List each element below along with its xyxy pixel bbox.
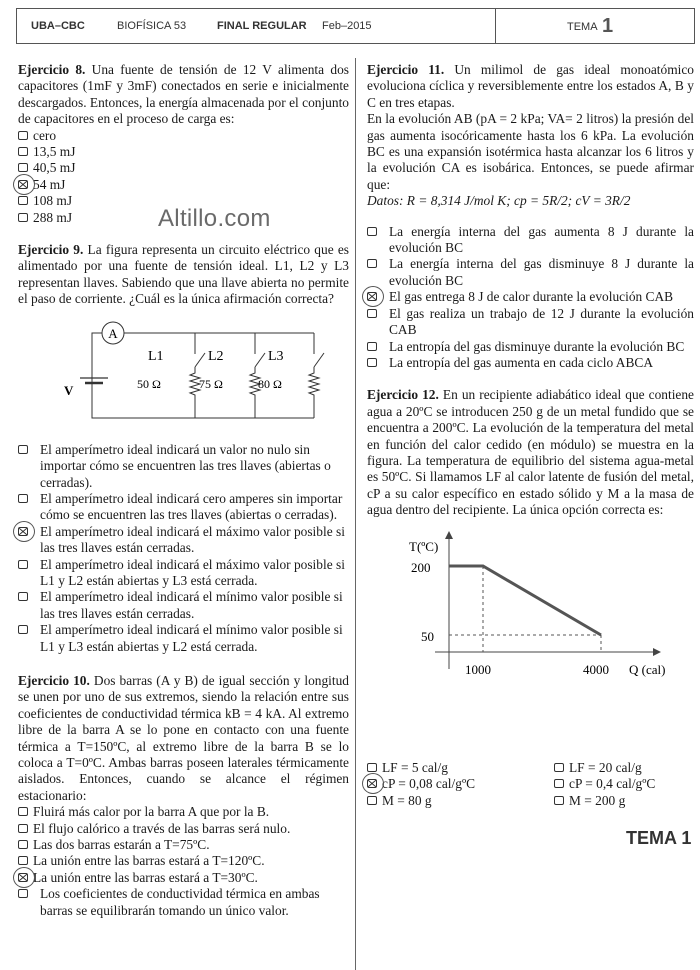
option-label: La unión entre las barras estará a T=120ºC. [33, 853, 265, 869]
circled-answer-mark [362, 286, 384, 307]
exam-date: Feb–2015 [322, 20, 372, 32]
source-label: V [64, 382, 74, 398]
ejercicio-12-title: Ejercicio 12. [367, 387, 439, 403]
checkbox-icon[interactable] [18, 147, 28, 156]
option-label: La unión entre las barras estará a T=30ºC. [33, 869, 258, 885]
checkbox-icon[interactable] [367, 227, 377, 236]
option-label: Las dos barras estarán a T=75ºC. [33, 837, 210, 853]
switch-label-l3: L3 [268, 348, 284, 364]
option-label: El amperímetro ideal indicará el máximo valor posible si L1 y L2 están abiertas y L3 está cerrada. [40, 556, 345, 588]
resistor-label-1: 50 Ω [137, 376, 161, 391]
ejercicio-11-text-2: En la evolución AB (pA = 2 kPa; VA= 2 litros) la presión del gas aumenta isocóricamente hasta los 6 kPa. La evolución BC es una expansión isotérmica hasta alcanzar los 6 litros y la evolución CA es isobárica. Entonces, se puede afirmar que: [367, 111, 694, 192]
option-label: El amperímetro ideal indicará el mínimo valor posible si las tres llaves están cerradas. [40, 589, 343, 621]
option-e9-1[interactable] [18, 442, 349, 491]
y-tick-200: 200 [411, 559, 431, 575]
option-e8-4[interactable] [18, 177, 349, 193]
tema-box [567, 15, 613, 38]
ejercicio-12-statement [367, 387, 694, 518]
option-e9-6[interactable] [18, 622, 349, 655]
option-label: M = 80 g [382, 792, 432, 808]
circled-answer-mark [13, 867, 35, 888]
x-axis-label: Q (cal) [629, 661, 666, 677]
ejercicio-9 [18, 242, 349, 655]
checkbox-icon[interactable] [367, 309, 377, 318]
option-e11-2[interactable] [367, 256, 694, 289]
option-label: Fluirá más calor por la barra A que por la B. [33, 804, 270, 820]
checkbox-icon[interactable] [18, 625, 28, 634]
checkbox-icon[interactable] [18, 889, 28, 898]
circled-answer-mark [13, 174, 35, 195]
checkbox-icon[interactable] [18, 131, 28, 140]
x-tick-1000: 1000 [465, 661, 491, 677]
ejercicio-8-statement [18, 62, 349, 128]
resistor-label-3: 80 Ω [258, 376, 282, 391]
option-label: El amperímetro ideal indicará cero amperes sin importar cómo se encuentren las tres llaves (abiertas o cerradas). [40, 490, 343, 523]
ejercicio-11-datos: Datos: R = 8,314 J/mol K; cp = 5R/2; cV = 3R/2 [367, 193, 631, 209]
ejercicio-10-statement [18, 673, 349, 804]
option-e11-5[interactable] [367, 339, 694, 355]
option-label: El flujo calórico a través de las barras será nulo. [33, 820, 291, 836]
option-label: LF = 5 cal/g [382, 760, 448, 775]
watermark: Altillo.com [158, 205, 271, 232]
ejercicio-11 [367, 62, 694, 371]
ejercicio-10-title: Ejercicio 10. [18, 672, 90, 688]
checkbox-icon[interactable] [554, 763, 564, 772]
y-tick-50: 50 [421, 628, 434, 644]
circled-answer-mark [362, 773, 384, 794]
option-label: El gas entrega 8 J de calor durante la evolución CAB [389, 289, 674, 305]
checkbox-icon[interactable] [367, 358, 377, 367]
y-axis-label: T(ºC) [409, 538, 439, 554]
option-e12-lf5[interactable] [367, 760, 537, 776]
option-e10-2[interactable] [18, 821, 349, 837]
checkbox-icon[interactable] [18, 163, 28, 172]
switch-label-l1: L1 [148, 348, 164, 364]
checkbox-icon[interactable] [18, 560, 28, 569]
ejercicio-10 [18, 673, 349, 919]
option-e11-4[interactable] [367, 306, 694, 339]
ejercicio-12-options-left [367, 760, 537, 809]
option-e10-3[interactable] [18, 837, 349, 853]
option-label: cP = 0,4 cal/gºC [569, 776, 656, 792]
option-e12-cp04[interactable] [554, 776, 700, 792]
option-label: 108 mJ [33, 193, 73, 209]
checkbox-icon[interactable] [18, 807, 28, 816]
option-label: 288 mJ [33, 209, 73, 225]
option-label: La energía interna del gas aumenta 8 J durante la evolución BC [389, 223, 694, 256]
ejercicio-11-title: Ejercicio 11. [367, 62, 445, 77]
ejercicio-9-title: Ejercicio 9. [18, 242, 84, 258]
temperature-curve [449, 566, 601, 635]
ejercicio-12-options-right [554, 760, 700, 809]
tema-footer: TEMA 1 [626, 828, 692, 848]
switch-label-l2: L2 [208, 348, 224, 364]
ejercicio-9-statement [18, 242, 349, 308]
option-e8-2[interactable] [18, 144, 349, 160]
option-e8-3[interactable] [18, 160, 349, 176]
checkbox-icon[interactable] [554, 779, 564, 788]
option-e12-cp008[interactable] [367, 776, 537, 792]
option-label: cP = 0,08 cal/gºC [382, 776, 476, 792]
option-e11-6[interactable] [367, 355, 694, 371]
ejercicio-8-text: Una fuente de tensión de 12 V alimenta dos capacitores (1mF y 3mF) conectados en serie e inicialmente descargados. Entonces, la energía almacenada por el conjunto de capacitores en el proceso de carga es: [18, 62, 349, 127]
ejercicio-10-text: Dos barras (A y B) de igual sección y longitud se unen por uno de sus extremos, siendo la relación entre sus coeficientes de conductividad térmica kB = 4 kA. Al extremo libre de la barra A se lo pone en contacto con una fuente térmica a T=150ºC, al extremo libre de la barra B se lo coloca a T=0ºC. Ambas barras poseen laterales térmicamente aislados. Entonces, cuando se alcance el régimen estacionario: [18, 672, 350, 803]
checkbox-icon[interactable] [367, 342, 377, 351]
option-label: El amperímetro ideal indicará el mínimo valor posible si L1 y L3 están abiertas y L2 está cerrada. [40, 622, 343, 654]
checkbox-icon[interactable] [367, 796, 377, 805]
checkbox-icon[interactable] [367, 763, 377, 772]
option-e11-3[interactable] [367, 289, 694, 305]
checkbox-icon[interactable] [18, 445, 28, 454]
option-e12-m200[interactable] [554, 793, 700, 809]
option-e9-2[interactable] [18, 491, 349, 524]
option-e10-5[interactable] [18, 870, 349, 886]
option-label: 40,5 mJ [33, 160, 76, 176]
option-label: cero [33, 127, 57, 143]
checkbox-icon[interactable] [18, 494, 28, 503]
option-e9-3[interactable] [18, 524, 349, 557]
ejercicio-11-options [367, 224, 694, 372]
ejercicio-9-text: La figura representa un circuito eléctrico que es alimentado por una fuente de tensión ideal. L1, L2 y L3 representan llaves. Sabiendo que una llave abierta no permite el paso de corriente. ¿Cuál es la única afirmación correcta? [18, 242, 350, 307]
option-e9-5[interactable] [18, 589, 349, 622]
checkbox-icon[interactable] [18, 824, 28, 833]
option-e10-4[interactable] [18, 853, 349, 869]
checkbox-icon[interactable] [18, 840, 28, 849]
option-label: El amperímetro ideal indicará el máximo valor posible si las tres llaves están cerradas. [40, 523, 345, 556]
option-label: El gas realiza un trabajo de 12 J durante la evolución CAB [389, 305, 694, 338]
checkbox-icon[interactable] [367, 259, 377, 268]
ejercicio-8-title: Ejercicio 8. [18, 62, 86, 77]
option-e10-6[interactable] [18, 886, 349, 919]
ejercicio-9-options [18, 442, 349, 655]
x-tick-4000: 4000 [583, 661, 609, 677]
option-e11-1[interactable] [367, 224, 694, 257]
option-label: La energía interna del gas disminuye 8 J durante la evolución BC [389, 256, 694, 288]
checkbox-icon[interactable] [554, 796, 564, 805]
header-info [17, 9, 496, 43]
exam-type: FINAL REGULAR [217, 20, 307, 32]
option-e9-4[interactable] [18, 557, 349, 590]
option-label: La entropía del gas aumenta en cada ciclo ABCA [389, 354, 653, 370]
option-e8-1[interactable] [18, 128, 349, 144]
option-e12-lf20[interactable] [554, 760, 700, 776]
column-divider [355, 58, 356, 970]
ejercicio-11-statement [367, 62, 694, 111]
option-label: 13,5 mJ [33, 144, 76, 160]
option-label: El amperímetro ideal indicará un valor no nulo sin importar cómo se encuentren las tres llaves (abiertas o cerradas). [40, 441, 331, 490]
ejercicio-12-text: En un recipiente adiabático ideal que contiene agua a 20ºC se introducen 250 g de un metal fundido que se encuentra a 200ºC. La evolución de la temperatura del metal en función del calor cedido (en módulo) se muestra en la figura. La temperatura de equilibrio del sistema agua-metal es 50ºC. Si llamamos LF al calor latente de fusión del metal, cP a su calor específico en estado sólido y M a la masa de agua dentro del recipiente. La única opción correcta es: [367, 387, 694, 518]
circled-answer-mark [13, 521, 35, 542]
option-label: Los coeficientes de conductividad térmica en ambas barras se equilibrarán tomando un único valor. [40, 886, 320, 918]
left-column [18, 62, 349, 919]
ammeter-label: A [108, 325, 118, 341]
course: BIOFÍSICA 53 [117, 20, 187, 32]
circuit-diagram [18, 310, 348, 428]
exam-header [16, 8, 695, 44]
option-label: 54 mJ [33, 176, 66, 192]
ejercicio-8 [18, 62, 349, 226]
checkbox-icon[interactable] [18, 592, 28, 601]
institution: UBA–CBC [31, 20, 85, 32]
option-e10-1[interactable] [18, 804, 349, 820]
option-label: La entropía del gas disminuye durante la evolución BC [389, 338, 685, 354]
checkbox-icon[interactable] [18, 196, 28, 205]
tema-number: 1 [602, 15, 614, 37]
resistor-label-2: 75 Ω [199, 376, 223, 391]
ejercicio-11-text-1: Un milimol de gas ideal monoatómico evoluciona cíclica y reversiblemente entre los estados A, B y C en tres etapas. [367, 62, 694, 110]
temperature-heat-graph [367, 529, 694, 679]
option-label: M = 200 g [569, 792, 626, 808]
tema-label: TEMA [567, 21, 597, 33]
right-column [367, 62, 694, 679]
checkbox-icon[interactable] [18, 213, 28, 222]
option-e12-m80[interactable] [367, 793, 537, 809]
option-label: LF = 20 cal/g [569, 760, 642, 775]
ejercicio-12 [367, 387, 694, 678]
checkbox-icon[interactable] [18, 856, 28, 865]
